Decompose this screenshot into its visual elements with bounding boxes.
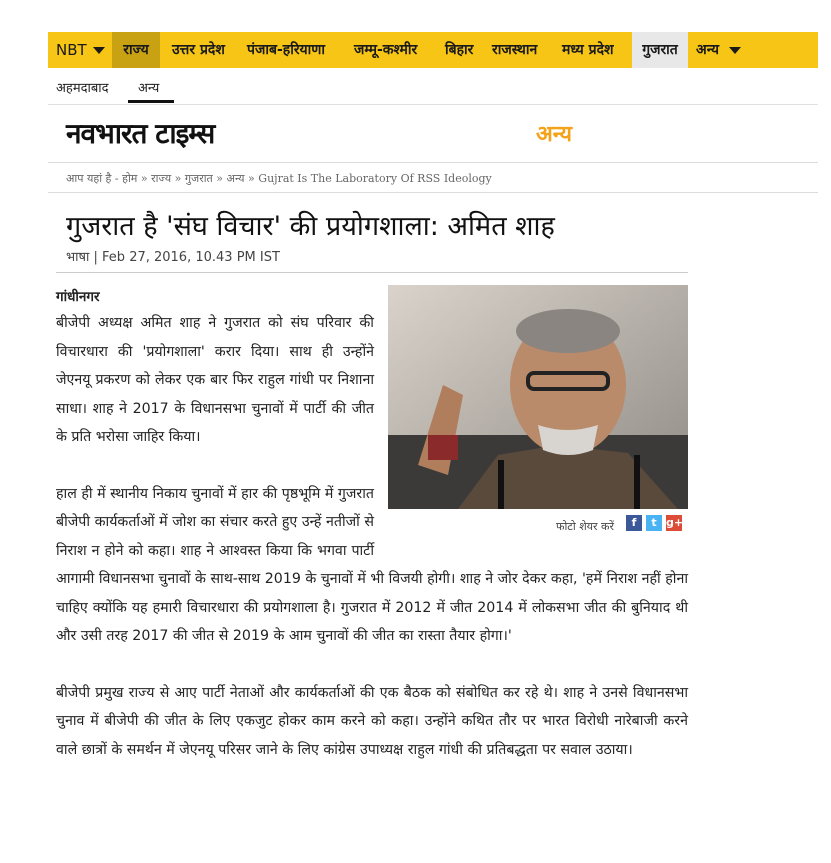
site-logo[interactable]: नवभारत टाइम्स: [66, 117, 215, 150]
article-body: [56, 285, 688, 764]
nav-item-anya-dropdown[interactable]: अन्य: [696, 32, 741, 68]
google-plus-icon[interactable]: g+: [666, 516, 684, 529]
active-tab-indicator: [128, 100, 174, 103]
photo-share-bar: [388, 509, 688, 535]
nav-item-bihar[interactable]: बिहार: [445, 42, 474, 58]
facebook-icon[interactable]: f: [626, 515, 642, 531]
nav-item-gujarat[interactable]: गुजरात: [632, 32, 688, 68]
article-dateline: गांधीनगर: [56, 289, 100, 305]
nav-brand-dropdown[interactable]: NBT: [56, 32, 105, 68]
chevron-down-icon: [93, 47, 105, 54]
article-paragraph: बीजेपी अध्यक्ष अमित शाह ने गुजरात को संघ परिवार की विचारधारा की 'प्रयोगशाला' करार दिया। साथ ही उन्होंने जेएनयू प्रकरण को लेकर एक बार फिर राहुल गांधी पर निशाना साधा। शाह ने 2017 के विधानसभा चुनावों में पार्टी की जीत के प्रति भरोसा जाहिर किया।: [56, 315, 374, 445]
article-source: भाषा: [66, 250, 90, 265]
nav-item-madhya-pradesh[interactable]: मध्य प्रदेश: [562, 42, 614, 58]
top-navigation: [48, 32, 818, 68]
subnav-item-anya[interactable]: अन्य: [138, 81, 160, 96]
article-date: | Feb 27, 2016, 10.43 PM IST: [93, 250, 280, 265]
article-paragraph: हाल ही में स्थानीय निकाय चुनावों में हार की पृष्ठभूमि में गुजरात बीजेपी कार्यकर्ताओं में जोश का संचार करते हुए उन्हें नतीजों से निराश न होने को कहा। शाह ने आश्वस्त किया कि भगवा पार्टी आगामी विधानसभा चुनावों के साथ-साथ 2019 के चुनावों में भी विजयी होगी। शाह ने जोर देकर कहा, 'हमें निराश नहीं होना चाहिए क्योंकि यह हमारी विचारधारा की प्रयोगशाला है। गुजरात में 2012 में जीत 2014 में लोकसभा जीत की बुनियाद थी और उसी तरह 2017 की जीत से 2019 के आम चुनावों की जीत का रास्ता तैयार होगा।': [56, 485, 688, 644]
article-meta: [66, 247, 280, 265]
nav-item-punjab-haryana[interactable]: पंजाब-हरियाणा: [247, 42, 326, 58]
article-photo[interactable]: [388, 285, 688, 509]
chevron-down-icon: [729, 47, 741, 54]
divider: [48, 192, 818, 193]
nav-item-rajasthan[interactable]: राजस्थान: [492, 42, 538, 58]
article-headline: गुजरात है 'संघ विचार' की प्रयोगशाला: अमित शाह: [66, 211, 555, 242]
twitter-icon[interactable]: t: [646, 515, 662, 531]
divider: [48, 162, 818, 163]
section-title: अन्य: [536, 122, 573, 147]
divider: [56, 272, 688, 273]
nav-item-rajya[interactable]: राज्य: [112, 32, 160, 68]
nav-item-uttar-pradesh[interactable]: उत्तर प्रदेश: [172, 42, 225, 58]
article-paragraph: बीजेपी प्रमुख राज्य से आए पार्टी नेताओं और कार्यकर्ताओं की एक बैठक को संबोधित कर रहे थे। शाह ने उनसे विधानसभा चुनाव में बीजेपी की जीत के लिए एकजुट होकर काम करने को कहा। उन्होंने कथित तौर पर भारत विरोधी नारेबाजी करने वाले छात्रों के समर्थन में जेएनयू परिसर जाने के लिए कांग्रेस उपाध्यक्ष राहुल गांधी की प्रतिबद्धता पर सवाल उठाया।: [56, 684, 688, 758]
sub-navigation: [48, 70, 818, 105]
photo-share-label: फोटो शेयर करें: [555, 520, 614, 533]
breadcrumb[interactable]: आप यहां है - होम » राज्य » गुजरात » अन्य » Gujrat Is The Laboratory Of RSS Ideology: [66, 172, 492, 185]
subnav-item-ahmedabad[interactable]: अहमदाबाद: [56, 81, 109, 96]
article-photo-figure: [388, 285, 688, 535]
nav-item-jammu-kashmir[interactable]: जम्मू-कश्मीर: [354, 42, 418, 58]
